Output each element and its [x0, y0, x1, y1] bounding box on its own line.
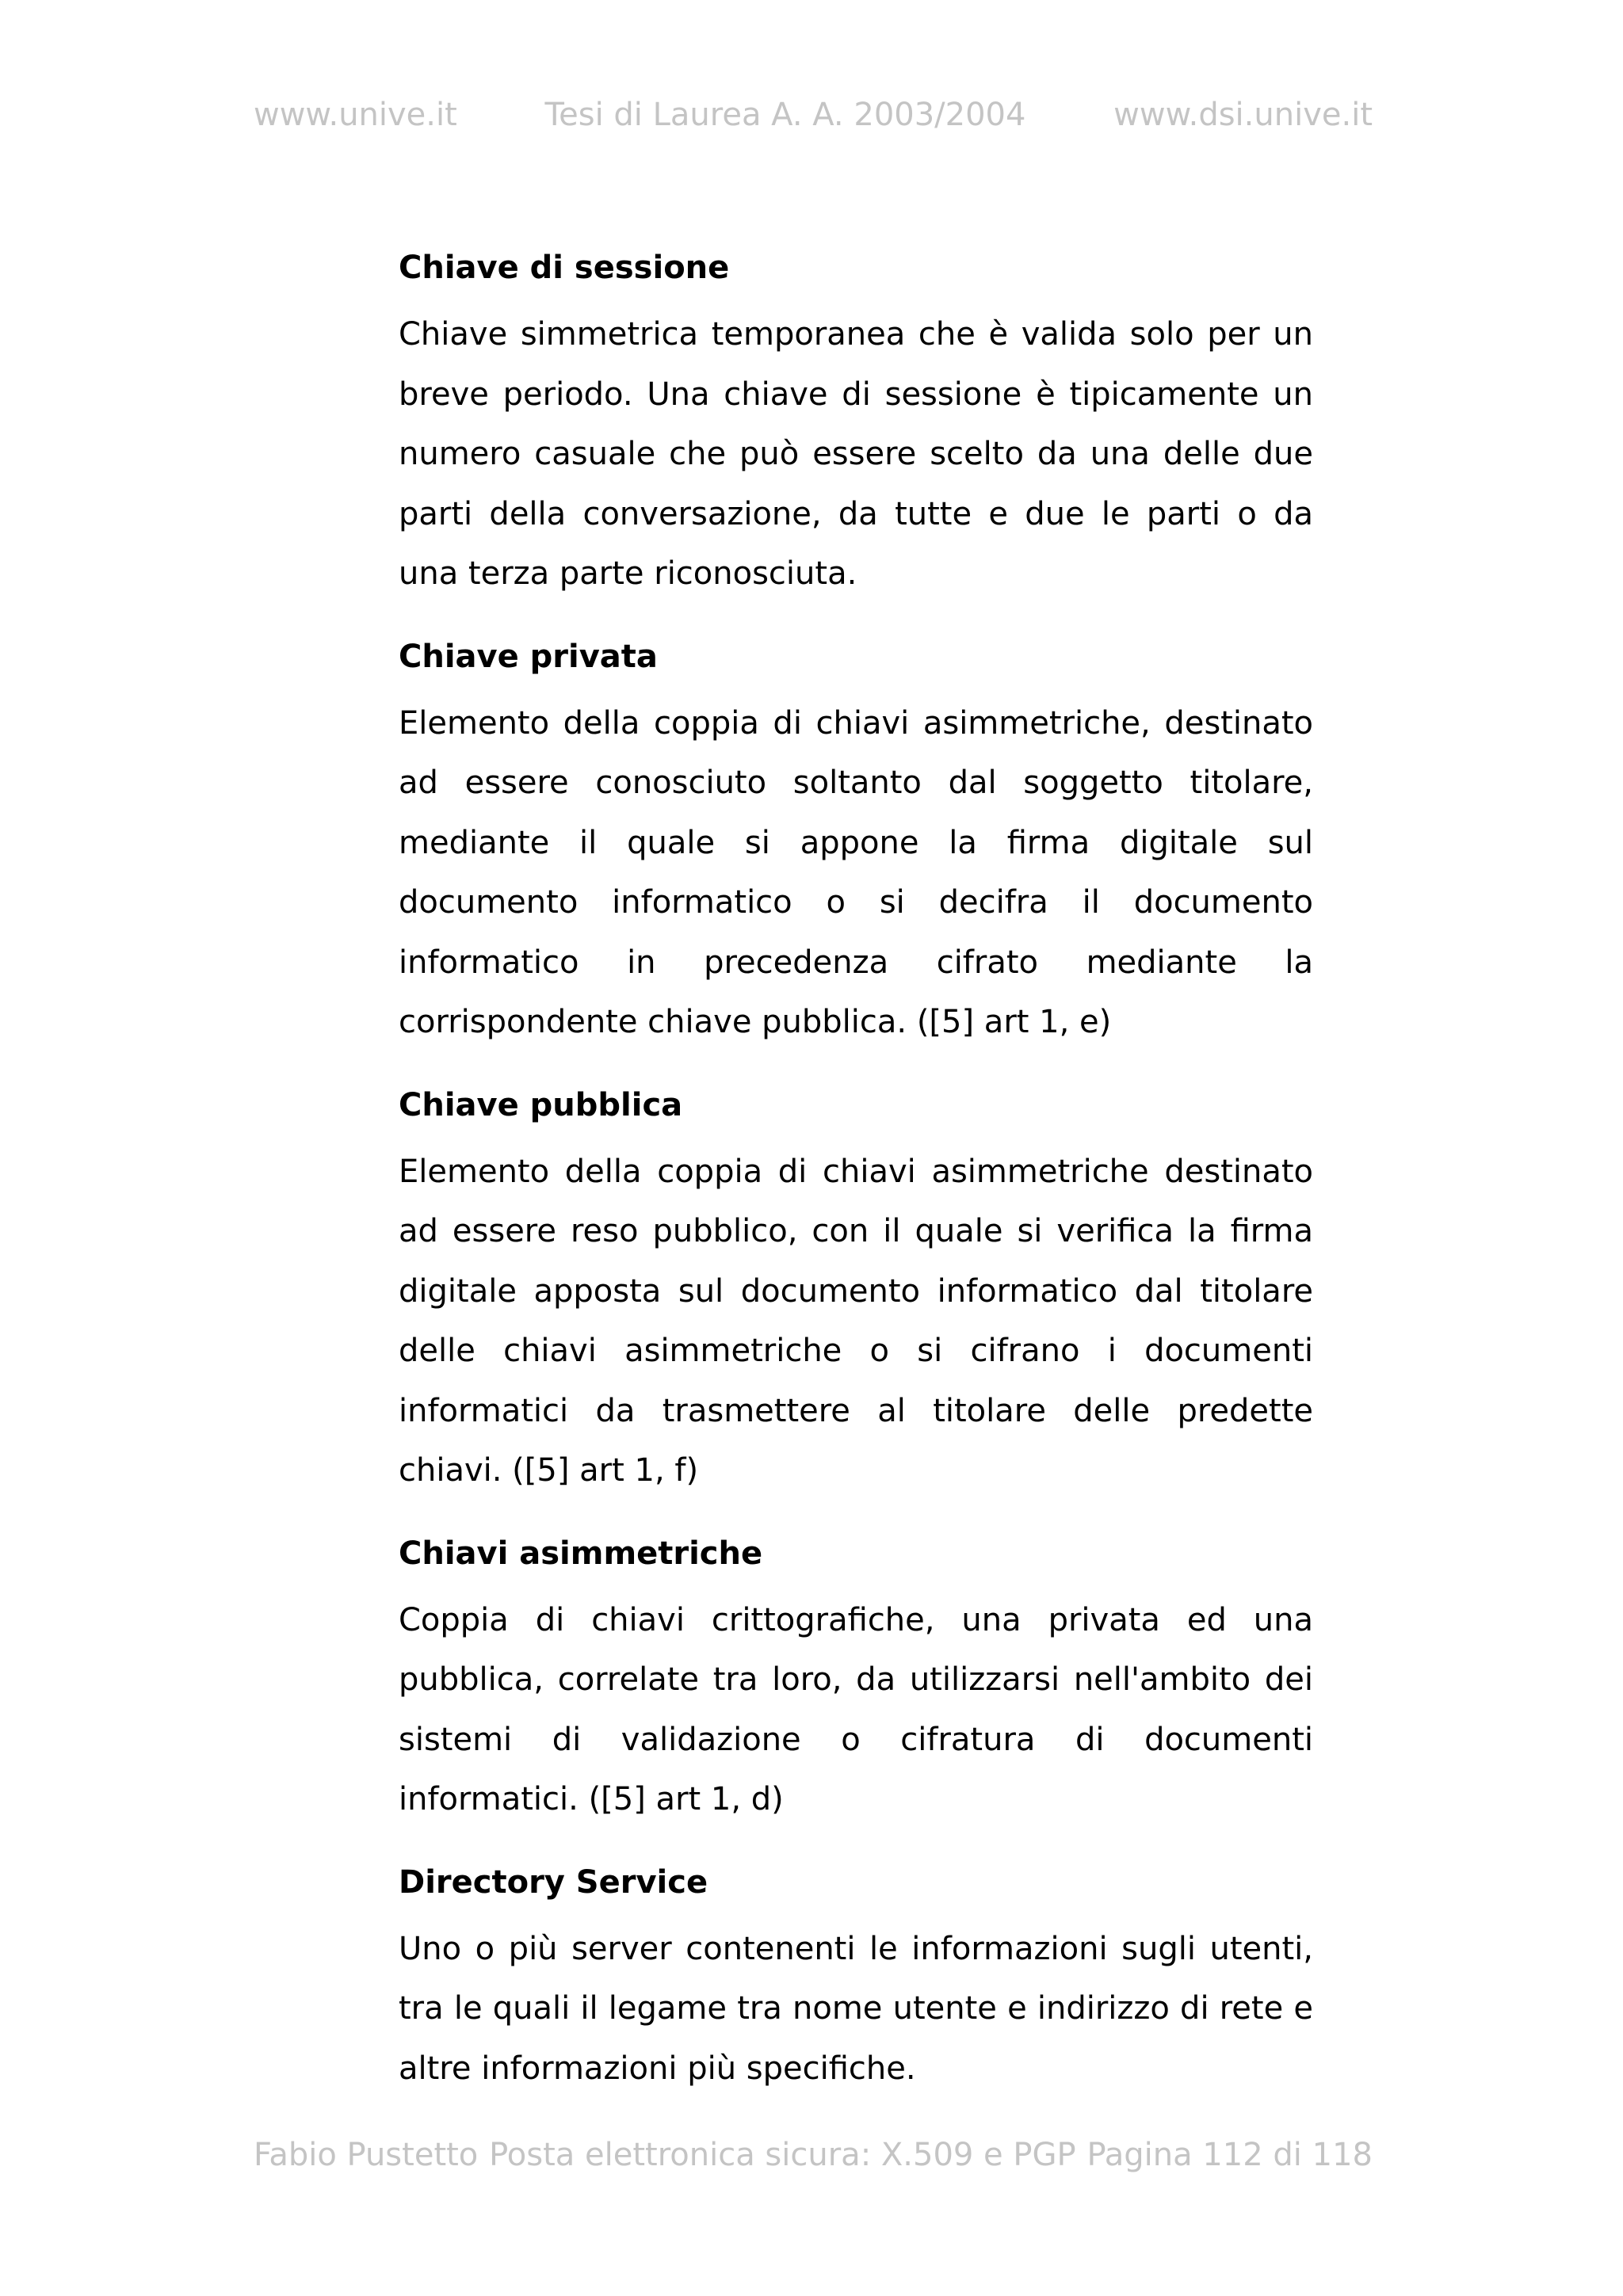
footer-author: Fabio Pustetto	[254, 2137, 479, 2173]
header-right-url: www.dsi.unive.it	[1113, 97, 1373, 133]
glossary-term: Chiave pubblica	[399, 1086, 683, 1123]
glossary-definition: Coppia di chiavi crittografiche, una privata ed una pubblica, correlate tra loro, da utilizzarsi nell'ambito dei sistemi di validazione o cifratura di documenti informatici. ([5] art 1, d)	[399, 1601, 1313, 1817]
footer-document-title: Posta elettronica sicura: X.509 e PGP	[489, 2137, 1076, 2173]
header-left-url: www.unive.it	[254, 97, 457, 133]
glossary-definition: Elemento della coppia di chiavi asimmetriche destinato ad essere reso pubblico, con il quale si verifica la firma digitale apposta sul documento informatico dal titolare delle chiavi asimmetriche o si cifrano i documenti informatici da trasmettere al titolare delle predette chiavi. ([5] art 1, f)	[399, 1153, 1313, 1489]
glossary-entry-chiavi-asimmetriche	[399, 1531, 1313, 1830]
glossary-term: Chiave di sessione	[399, 250, 730, 286]
page-header	[254, 97, 1373, 133]
glossary-entry-directory-service	[399, 1860, 1313, 2100]
glossary-term: Chiavi asimmetriche	[399, 1535, 763, 1572]
glossary-entry-chiave-di-sessione	[399, 246, 1313, 605]
glossary-entry-chiave-privata	[399, 635, 1313, 1053]
glossary-term: Chiave privata	[399, 638, 658, 675]
glossary-definition: Elemento della coppia di chiavi asimmetriche, destinato ad essere conosciuto soltanto dal soggetto titolare, mediante il quale si appone la firma digitale sul documento informatico o si decifra il documento informatico in precedenza cifrato mediante la corrispondente chiave pubblica. ([5] art 1, e)	[399, 704, 1313, 1040]
glossary-definition: Uno o più server contenenti le informazioni sugli utenti, tra le quali il legame tra nome utente e indirizzo di rete e altre informazioni più specifiche.	[399, 1930, 1313, 2087]
glossary-content	[399, 246, 1313, 2129]
glossary-entry-chiave-pubblica	[399, 1083, 1313, 1501]
glossary-definition: Chiave simmetrica temporanea che è valida solo per un breve periodo. Una chiave di sessione è tipicamente un numero casuale che può essere scelto da una delle due parti della conversazione, da tutte e due le parti o da una terza parte riconosciuta.	[399, 316, 1313, 592]
footer-page-number: Pagina 112 di 118	[1086, 2137, 1373, 2173]
page-footer	[254, 2137, 1373, 2173]
header-thesis-title: Tesi di Laurea A. A. 2003/2004	[544, 97, 1026, 133]
glossary-term: Directory Service	[399, 1863, 708, 1901]
